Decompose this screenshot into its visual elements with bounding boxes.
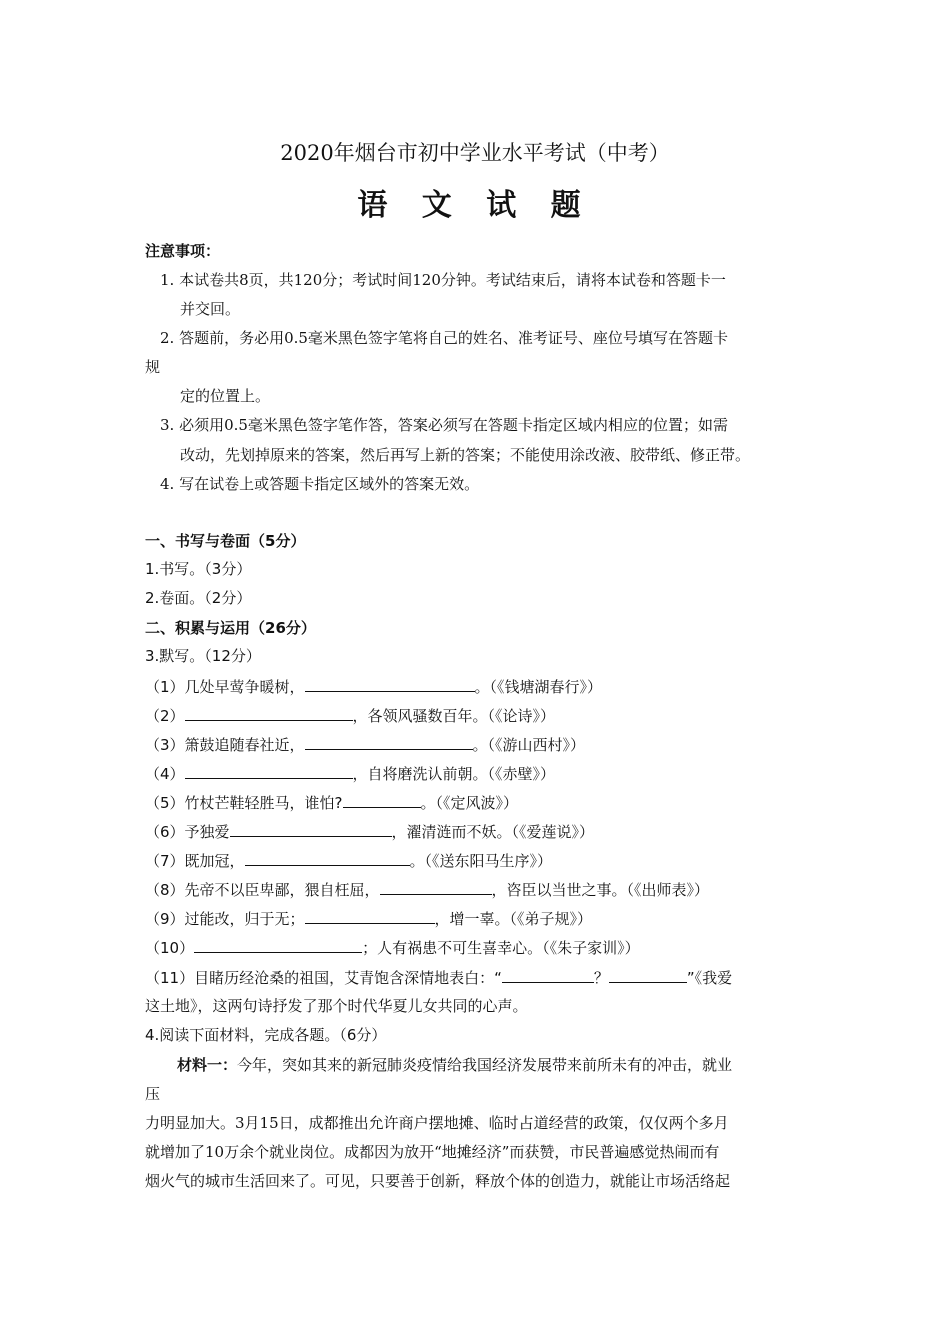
dictation-item: 这土地》，这两句诗抒发了那个时代华夏儿女共同的心声。 <box>145 997 528 1015</box>
answer-blank <box>502 967 594 983</box>
material-line: 压 <box>145 1085 161 1103</box>
notice-line: 4. 写在试卷上或答题卡指定区域外的答案无效。 <box>160 475 480 493</box>
section-heading: 一、书写与卷面（5分） <box>145 532 306 550</box>
dictation-item: （4） ，自将磨洗认前朝。（《赤壁》） <box>145 765 556 783</box>
material-paragraph: 材料一：今年，突如其来的新冠肺炎疫情给我国经济发展带来前所未有的冲击，就业 <box>177 1056 733 1074</box>
dictation-item: （9）过能改，归于无； ，增一辜。（《弟子规》） <box>145 910 593 928</box>
answer-blank <box>380 879 492 895</box>
answer-blank <box>230 821 392 837</box>
dictation-item: （1）几处早莺争暖树， 。（《钱塘湖春行》） <box>145 678 603 696</box>
notice-heading: 注意事项： <box>145 242 221 260</box>
dictation-item: （2） ，各领风骚数百年。（《论诗》） <box>145 707 556 725</box>
exam-subject-title: 语 文 试 题 <box>357 188 593 223</box>
section-heading: 二、积累与运用（26分） <box>145 619 316 637</box>
dictation-item: （5）竹杖芒鞋轻胜马，谁怕? 。（《定风波》） <box>145 794 519 812</box>
answer-blank <box>185 705 353 721</box>
dictation-item: （10） ；人有祸患不可生喜幸心。（《朱子家训》） <box>145 939 640 957</box>
answer-blank <box>609 967 687 983</box>
material-line: 力明显加大。3月15日，成都推出允许商户摆地摊、临时占道经营的政策，仅仅两个多月 <box>145 1114 729 1132</box>
question: 2.卷面。（2分） <box>145 589 252 607</box>
material-label: 材料一： <box>177 1056 238 1074</box>
answer-blank <box>194 937 362 953</box>
notice-line: 改动，先划掉原来的答案，然后再写上新的答案；不能使用涂改液、胶带纸、修正带。 <box>180 446 751 464</box>
exam-title: 2020年烟台市初中学业水平考试（中考） <box>280 141 670 165</box>
material-line: 就增加了10万余个就业岗位。成都因为放开“地摊经济”而获赞，市民普遍感觉热闹而有 <box>145 1143 720 1161</box>
question: 4.阅读下面材料，完成各题。（6分） <box>145 1026 387 1044</box>
answer-blank <box>185 763 353 779</box>
notice-line: 并交回。 <box>180 300 241 318</box>
answer-blank <box>305 676 475 692</box>
notice-line: 定的位置上。 <box>180 387 271 405</box>
notice-line: 1. 本试卷共8页，共120分；考试时间120分钟。考试结束后，请将本试卷和答题卡一 <box>160 271 726 289</box>
dictation-item: （6）予独爱 ，濯清涟而不妖。（《爱莲说》） <box>145 823 595 841</box>
dictation-item: （11）目睹历经沧桑的祖国，艾青饱含深情地表白：“ ？ ”《我爱 <box>145 969 733 987</box>
notice-line: 规 <box>145 358 161 376</box>
answer-blank <box>343 792 421 808</box>
notice-line: 3. 必须用0.5毫米黑色签字笔作答，答案必须写在答题卡指定区域内相应的位置；如需 <box>160 416 728 434</box>
dictation-item: （8）先帝不以臣卑鄙，猥自枉屈， ，咨臣以当世之事。（《出师表》） <box>145 881 710 899</box>
question: 1.书写。（3分） <box>145 560 252 578</box>
answer-blank <box>305 734 473 750</box>
material-line: 烟火气的城市生活回来了。可见，只要善于创新，释放个体的创造力，就能让市场活络起 <box>145 1172 731 1190</box>
question: 3.默写。（12分） <box>145 647 261 665</box>
answer-blank <box>305 908 435 924</box>
dictation-item: （3）箫鼓追随春社近， 。（《游山西村》） <box>145 736 586 754</box>
notice-line: 2. 答题前，务必用0.5毫米黑色签字笔将自己的姓名、准考证号、座位号填写在答题卡 <box>160 329 728 347</box>
dictation-item: （7）既加冠， 。（《送东阳马生序》） <box>145 852 553 870</box>
answer-blank <box>245 850 410 866</box>
